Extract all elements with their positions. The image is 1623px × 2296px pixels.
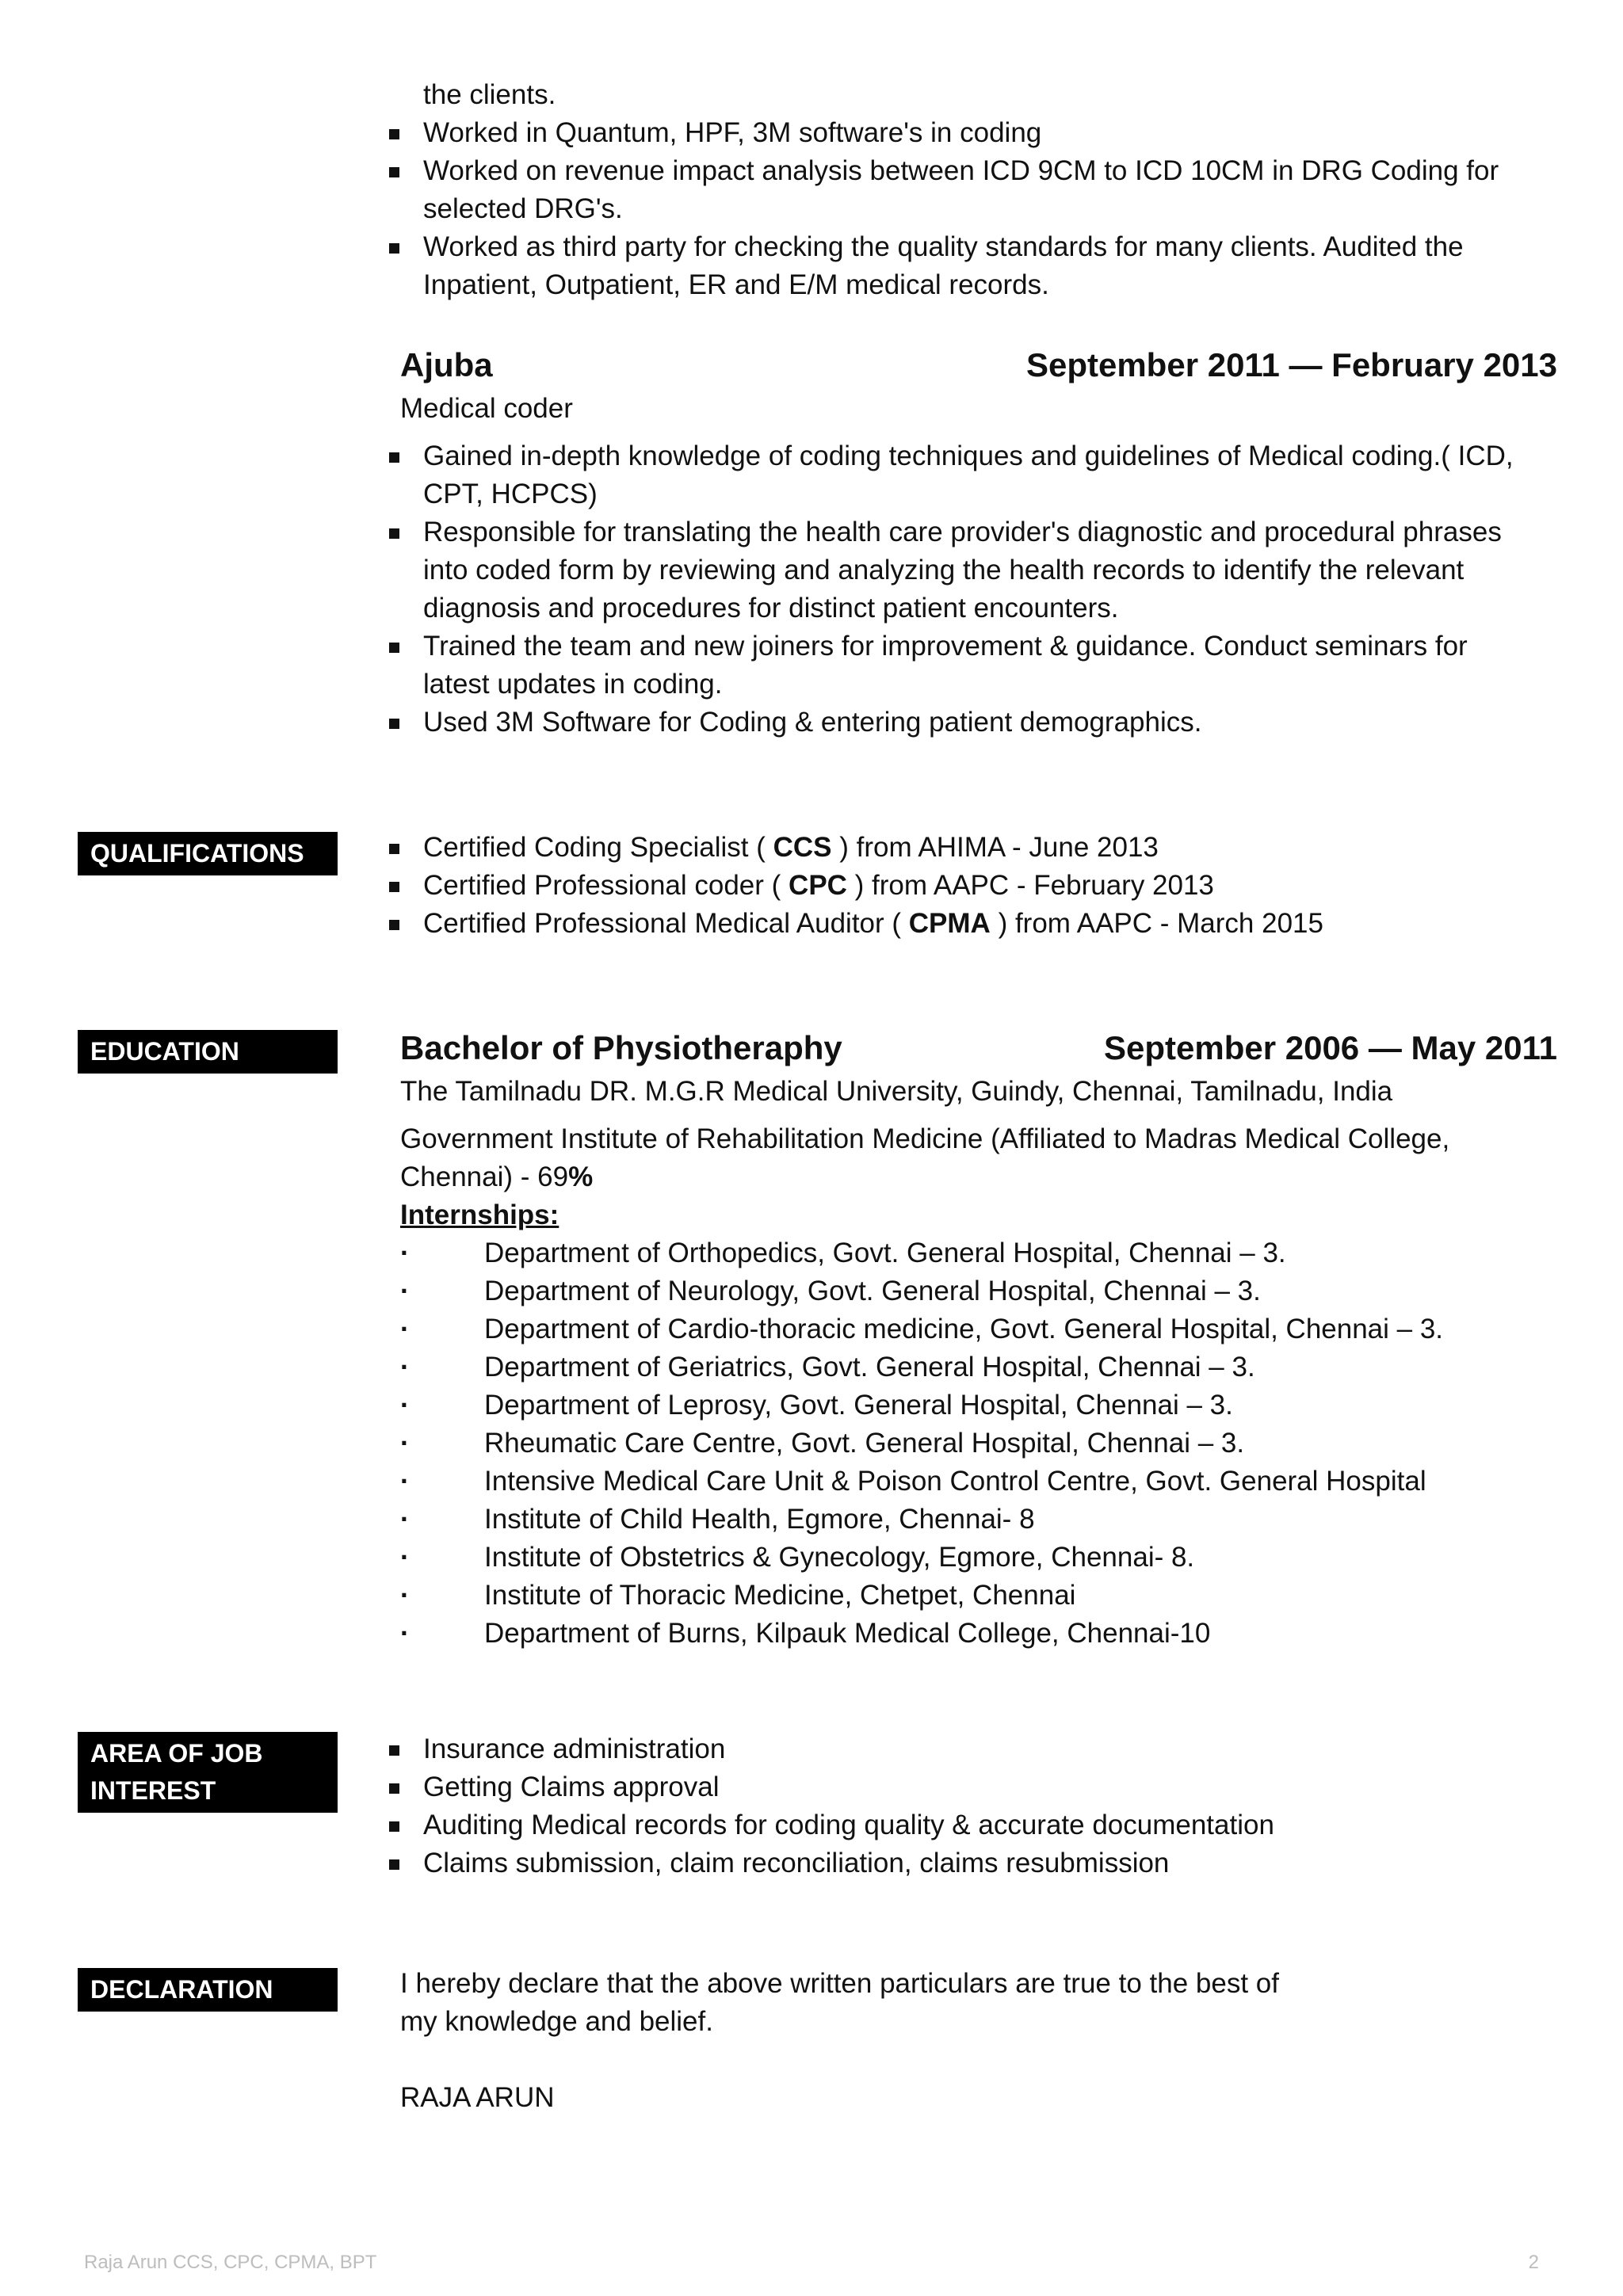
job-dates: September 2011 — February 2013 bbox=[1025, 346, 1557, 383]
ajuba-bullets bbox=[400, 437, 1557, 742]
list-item: Worked in Quantum, HPF, 3M software's in coding bbox=[400, 114, 1557, 152]
degree-name: Bachelor of Physiotheraphy bbox=[400, 1029, 842, 1066]
list-item: · Department of Neurology, Govt. General Hospital, Chennai – 3. bbox=[400, 1272, 1557, 1310]
previous-job-continuation bbox=[400, 76, 1557, 304]
list-item: Gained in-depth knowledge of coding techniques and guidelines of Medical coding.( ICD, CPT, HCPCS) bbox=[400, 437, 1541, 513]
list-item: Getting Claims approval bbox=[400, 1768, 1557, 1806]
list-item: Used 3M Software for Coding & entering patient demographics. bbox=[400, 704, 1541, 742]
declaration-section bbox=[400, 1965, 1557, 2117]
education-section bbox=[400, 1027, 1557, 1653]
page-footer bbox=[84, 2252, 1539, 2274]
degree-header bbox=[400, 1027, 1557, 1070]
list-item: Auditing Medical records for coding quality & accurate documentation bbox=[400, 1806, 1557, 1844]
list-item: Worked on revenue impact analysis between ICD 9CM to ICD 10CM in DRG Coding for selected DRG's. bbox=[400, 152, 1557, 228]
declaration-text-line: I hereby declare that the above written particulars are true to the best of bbox=[400, 1968, 1279, 1999]
qualifications-section bbox=[400, 829, 1557, 943]
company-name: Ajuba bbox=[400, 346, 493, 383]
certification-code: CPC bbox=[789, 870, 847, 901]
list-item: · Intensive Medical Care Unit & Poison Control Centre, Govt. General Hospital bbox=[400, 1463, 1557, 1501]
certification-code: CPMA bbox=[908, 908, 991, 939]
carryover-text: the clients. bbox=[423, 79, 556, 110]
job-ajuba bbox=[400, 344, 1557, 742]
previous-job-bullets bbox=[400, 114, 1557, 304]
list-item: · Department of Geriatrics, Govt. General Hospital, Chennai – 3. bbox=[400, 1348, 1557, 1386]
list-item: · Rheumatic Care Centre, Govt. General Hospital, Chennai – 3. bbox=[400, 1425, 1557, 1463]
job-header bbox=[400, 344, 1557, 387]
footer-name: Raja Arun CCS, CPC, CPMA, BPT bbox=[84, 2252, 377, 2273]
internships-heading: Internships: bbox=[400, 1199, 559, 1230]
degree-dates: September 2006 — May 2011 bbox=[1103, 1029, 1557, 1066]
list-item: Claims submission, claim reconciliation, claims resubmission bbox=[400, 1844, 1557, 1882]
declaration-text-line: my knowledge and belief. bbox=[400, 2006, 713, 2037]
list-item: Worked as third party for checking the quality standards for many clients. Audited the Inpatient, Outpatient, ER and E/M medical records. bbox=[400, 228, 1557, 304]
internships-list bbox=[400, 1234, 1557, 1653]
list-item: · Department of Cardio-thoracic medicine, Govt. General Hospital, Chennai – 3. bbox=[400, 1310, 1557, 1348]
list-item: Certified Professional coder ( CPC ) from AAPC - February 2013 bbox=[400, 867, 1557, 905]
list-item: Certified Coding Specialist ( CCS ) from AHIMA - June 2013 bbox=[400, 829, 1557, 867]
list-item: Insurance administration bbox=[400, 1730, 1557, 1768]
declaration-label: DECLARATION bbox=[78, 1968, 338, 2012]
job-interest-label: AREA OF JOB INTEREST bbox=[78, 1732, 338, 1813]
list-item: · Institute of Obstetrics & Gynecology, Egmore, Chennai- 8. bbox=[400, 1539, 1557, 1577]
list-item: Trained the team and new joiners for improvement & guidance. Conduct seminars for latest updates in coding. bbox=[400, 627, 1541, 704]
list-item: · Department of Burns, Kilpauk Medical College, Chennai-10 bbox=[400, 1615, 1557, 1653]
job-interest-list bbox=[400, 1730, 1557, 1882]
list-item: · Department of Orthopedics, Govt. General Hospital, Chennai – 3. bbox=[400, 1234, 1557, 1272]
education-label: EDUCATION bbox=[78, 1030, 338, 1074]
qualifications-list bbox=[400, 829, 1557, 943]
university-name: The Tamilnadu DR. M.G.R Medical University, Guindy, Chennai, Tamilnadu, India bbox=[400, 1076, 1393, 1107]
list-item: · Department of Leprosy, Govt. General Hospital, Chennai – 3. bbox=[400, 1386, 1557, 1425]
signature-name: RAJA ARUN bbox=[400, 2082, 555, 2113]
qualifications-label: QUALIFICATIONS bbox=[78, 832, 338, 875]
job-role: Medical coder bbox=[400, 393, 573, 424]
list-item: Responsible for translating the health care provider's diagnostic and procedural phrases into coded form by reviewing and analyzing the health records to identify the relevant diagnosis and procedures for distinct patient encounters. bbox=[400, 513, 1541, 627]
list-item: · Institute of Thoracic Medicine, Chetpet, Chennai bbox=[400, 1577, 1557, 1615]
list-item: · Institute of Child Health, Egmore, Chennai- 8 bbox=[400, 1501, 1557, 1539]
certification-code: CCS bbox=[773, 832, 832, 863]
job-interest-section bbox=[400, 1730, 1557, 1882]
page-number: 2 bbox=[1528, 2252, 1539, 2273]
list-item: Certified Professional Medical Auditor ( CPMA ) from AAPC - March 2015 bbox=[400, 905, 1557, 943]
institute-name: Government Institute of Rehabilitation Medicine (Affiliated to Madras Medical College, Chennai) - 69% bbox=[400, 1123, 1450, 1192]
